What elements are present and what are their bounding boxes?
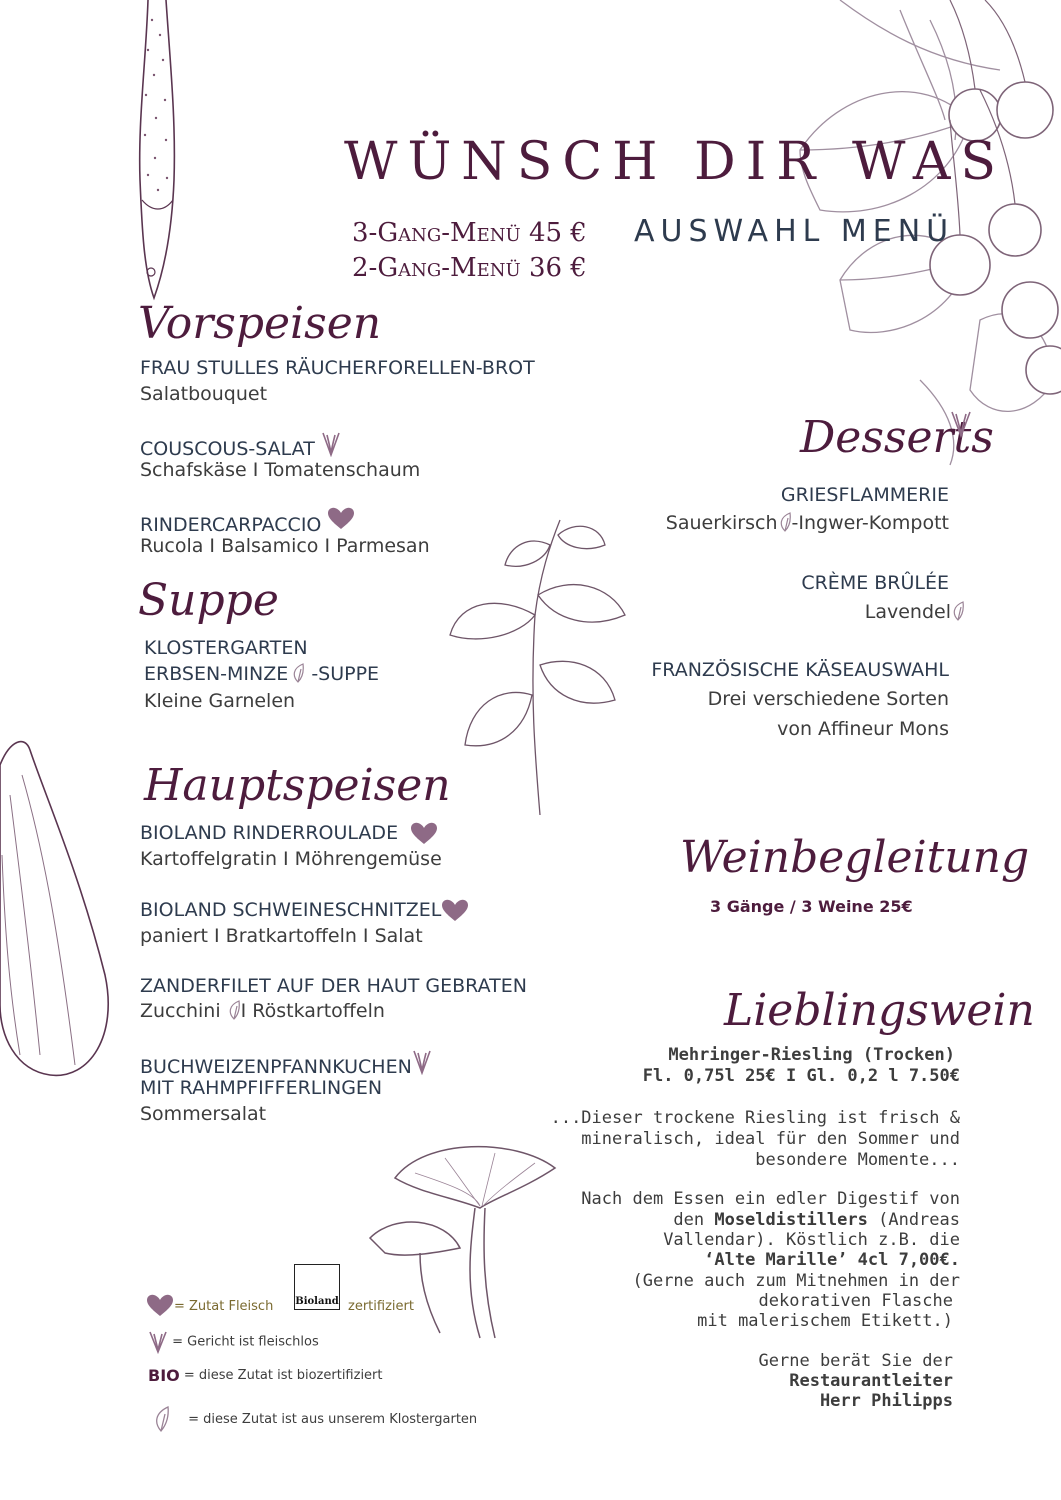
dish-name: BUCHWEIZENPFANNKUCHEN — [140, 1056, 412, 1078]
digestif-text: dekorativen Flasche — [758, 1291, 953, 1311]
legend-row-bio — [148, 1366, 383, 1385]
price-three-course: 3-Gang-Menü 45 € — [352, 218, 587, 248]
zucchini-illustration — [0, 735, 120, 1080]
wine-description: mineralisch, ideal für den Sommer und — [581, 1129, 960, 1149]
leaf-icon — [778, 512, 792, 532]
dish-description: Schafskäse I Tomatenschaum — [140, 459, 421, 481]
leaf-icon — [152, 1406, 170, 1432]
legend-text: zertifiziert — [348, 1299, 414, 1314]
wine-name: Mehringer-Riesling (Trocken) — [668, 1045, 955, 1065]
bio-icon: BIO — [148, 1366, 180, 1385]
price-two-course: 2-Gang-Menü 36 € — [352, 253, 587, 283]
dish-description: Lavendel — [864, 601, 951, 623]
wine-description: besondere Momente... — [755, 1150, 960, 1170]
dish-name-line — [140, 820, 438, 846]
contact-name: Herr Philipps — [819, 1391, 953, 1411]
leaf-icon — [227, 1000, 241, 1020]
dish-name: BIOLAND SCHWEINESCHNITZEL — [140, 899, 442, 921]
dish-description-suffix: I Röstkartoffeln — [240, 1000, 385, 1022]
dish-description-suffix: -Ingwer-Kompott — [791, 512, 949, 534]
distillery-name: Moseldistillers — [714, 1210, 868, 1230]
contact-text: Gerne berät Sie der — [758, 1351, 953, 1371]
dish-description: Kleine Garnelen — [144, 690, 296, 712]
heart-bio-icon — [327, 507, 355, 531]
menu-title: WÜNSCH DIR WAS — [344, 132, 1007, 192]
dish-description: Sauerkirsch — [665, 512, 778, 534]
digestif-text: Vallendar). Köstlich z.B. die — [663, 1230, 960, 1250]
legend-text: = Gericht ist fleischlos — [172, 1334, 319, 1350]
wine-price: Fl. 0,75l 25€ I Gl. 0,2 l 7.50€ — [642, 1066, 960, 1086]
section-heading-weinbegleitung: Weinbegleitung — [680, 832, 1030, 883]
dish-description: Salatbouquet — [140, 383, 268, 405]
dish-description: Sommersalat — [140, 1103, 267, 1125]
dish-name: GRIESFLAMMERIE — [780, 484, 949, 506]
vegetarian-icon — [321, 431, 341, 457]
bioland-logo — [294, 1264, 340, 1310]
dish-description: Zucchini — [140, 1000, 227, 1022]
legend-row-fleischlos — [148, 1330, 319, 1354]
dish-name: BIOLAND RINDERROULADE — [140, 822, 399, 844]
digestif-text: (Gerne auch zum Mitnehmen in der — [632, 1271, 960, 1291]
vegetarian-icon — [412, 1049, 432, 1075]
legend-text: = Zutat Fleisch — [174, 1299, 274, 1314]
heart-bio-icon — [441, 899, 469, 923]
legend-row-klostergarten — [152, 1406, 477, 1432]
bioland-logo-text: Bioland — [295, 1296, 339, 1307]
dish-description-line — [666, 510, 949, 536]
vegetarian-icon — [950, 410, 972, 438]
wine-pairing-price: 3 Gänge / 3 Weine 25€ — [710, 897, 913, 916]
dish-name: ERBSEN-MINZE — [144, 663, 289, 685]
dish-name: ZANDERFILET AUF DER HAUT GEBRATEN — [140, 975, 527, 997]
dish-name: MIT RAHMPFIFFERLINGEN — [140, 1077, 383, 1099]
dish-description: Drei verschiedene Sorten — [707, 688, 949, 710]
section-heading-vorspeisen: Vorspeisen — [138, 298, 382, 349]
legend-text: = diese Zutat ist aus unserem Klostergarten — [188, 1411, 478, 1427]
digestif-text: den — [673, 1210, 715, 1230]
heart-bio-icon — [146, 1294, 174, 1318]
dish-name: RINDERCARPACCIO — [140, 514, 322, 536]
dish-description: Rucola I Balsamico I Parmesan — [140, 535, 430, 557]
section-heading-hauptspeisen: Hauptspeisen — [144, 760, 451, 811]
leaf-icon — [951, 601, 965, 621]
dish-description: von Affineur Mons — [777, 718, 949, 740]
mint-illustration — [440, 515, 640, 815]
section-heading-desserts: Desserts — [800, 412, 994, 463]
digestif-text: mit malerischem Etikett.) — [697, 1311, 953, 1331]
dish-description: Kartoffelgratin I Möhrengemüse — [140, 848, 442, 870]
dish-name-line — [140, 897, 469, 923]
dish-name: FRAU STULLES RÄUCHERFORELLEN-BROT — [140, 357, 535, 379]
dish-name: CRÈME BRÛLÉE — [801, 572, 949, 594]
digestif-offer: ‘Alte Marille’ 4cl 7,00€. — [704, 1250, 960, 1270]
dish-name-line — [144, 661, 379, 687]
contact-title: Restaurantleiter — [789, 1371, 953, 1391]
leaf-icon — [291, 663, 305, 683]
digestif-text-line — [673, 1210, 960, 1230]
dish-name: KLOSTERGARTEN — [144, 637, 308, 659]
dish-name-suffix: -SUPPE — [305, 663, 380, 685]
wine-description: ...Dieser trockene Riesling ist frisch & — [550, 1108, 960, 1128]
dish-description-line — [140, 998, 385, 1024]
legend-text: = diese Zutat ist biozertifiziert — [183, 1368, 383, 1383]
vegetarian-icon — [148, 1330, 168, 1354]
dish-description: paniert I Bratkartoffeln I Salat — [140, 925, 423, 947]
dish-description-line — [865, 599, 965, 625]
digestif-text: Nach dem Essen ein edler Digestif von — [581, 1189, 960, 1209]
section-heading-lieblingswein: Lieblingswein — [724, 985, 1035, 1036]
dish-name: COUSCOUS-SALAT — [140, 438, 315, 460]
mushroom-illustration — [365, 1138, 565, 1348]
digestif-text: (Andreas — [867, 1210, 960, 1230]
heart-bio-icon — [410, 822, 438, 846]
dish-name: FRANZÖSISCHE KÄSEAUSWAHL — [651, 659, 949, 681]
section-heading-suppe: Suppe — [138, 575, 279, 626]
menu-subtitle: AUSWAHL MENÜ — [634, 214, 955, 249]
fish-illustration — [118, 0, 198, 305]
